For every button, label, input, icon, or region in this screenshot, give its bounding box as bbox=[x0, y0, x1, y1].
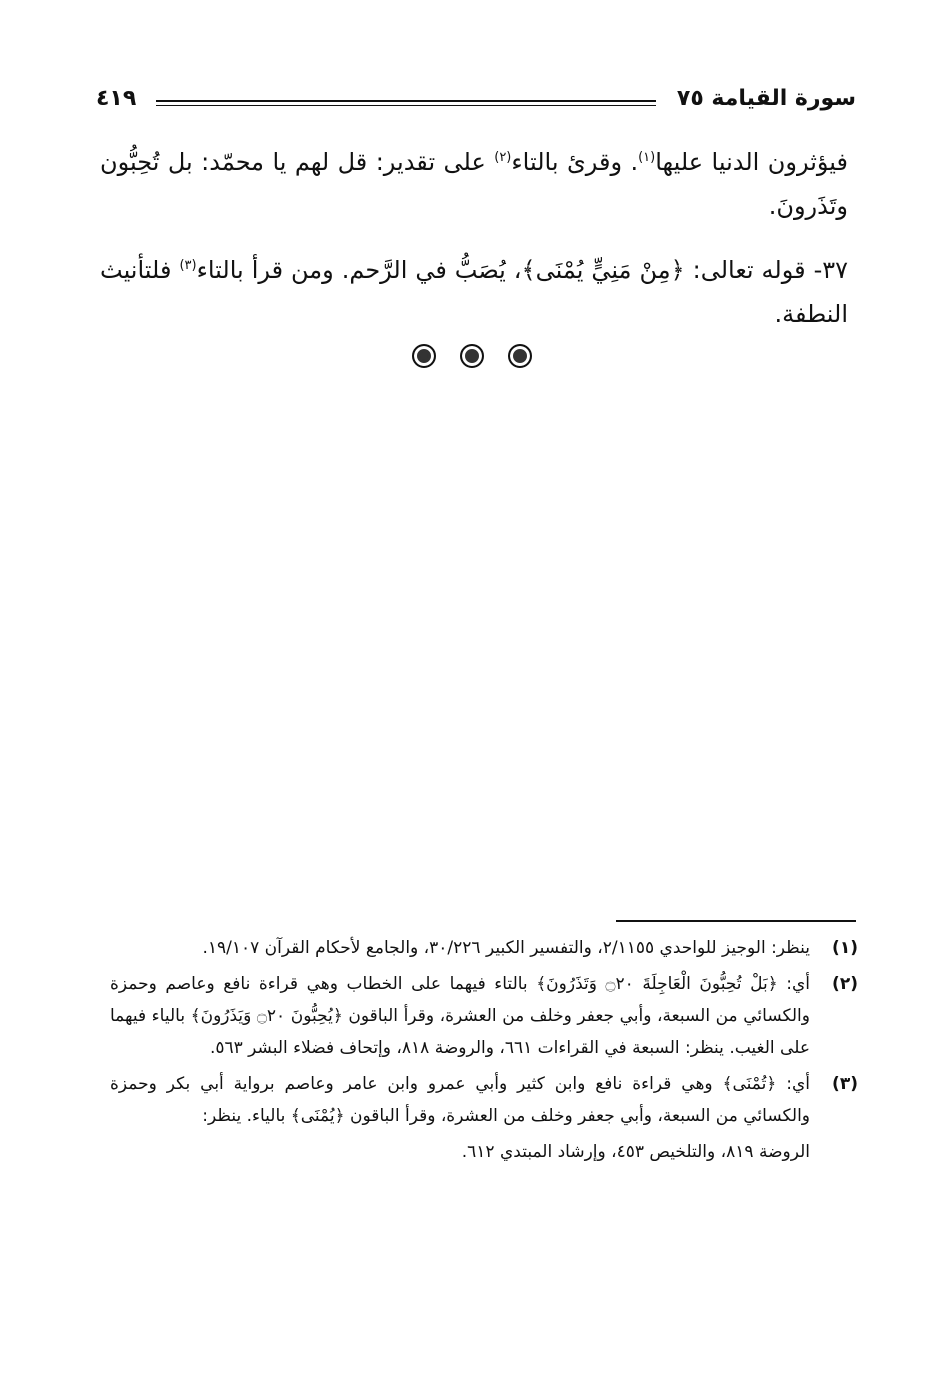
footnotes bbox=[110, 932, 858, 1168]
footnote-ref-3: (٣) bbox=[179, 258, 197, 273]
ornament-icon bbox=[412, 344, 436, 368]
paragraph-1 bbox=[100, 140, 848, 228]
p2-text-b: فلتأنيث النطفة. bbox=[100, 256, 848, 328]
ornament-icon bbox=[460, 344, 484, 368]
paragraph-2 bbox=[100, 248, 848, 336]
p1-text-a: فيؤثرون الدنيا عليها bbox=[655, 148, 848, 176]
page-header bbox=[96, 86, 856, 122]
footnote-text: ينظر: الوجيز للواحدي ٢/١١٥٥، والتفسير الكبير ٣٠/٢٢٦، والجامع لأحكام القرآن ١٩/١٠٧. bbox=[202, 938, 810, 958]
p2-text-a: ٣٧- قوله تعالى: ﴿مِنْ مَنِيٍّ يُمْنَى﴾، يُصَبُّ في الرَّحم. ومن قرأ بالتاء bbox=[196, 256, 849, 284]
ornament-icon bbox=[508, 344, 532, 368]
footnote-number: (٣) bbox=[832, 1074, 858, 1094]
p1-text-c: على تقدير: قل لهم يا محمّد: بل تُحِبُّون وتَذَرونَ. bbox=[100, 148, 848, 220]
footnote-1 bbox=[110, 932, 858, 964]
main-text bbox=[100, 140, 848, 356]
header-rule-thin bbox=[156, 105, 656, 106]
footnote-separator bbox=[616, 920, 856, 922]
p1-text-b: . وقرئ بالتاء bbox=[511, 148, 639, 176]
footnote-text: أي: ﴿تُمْنَى﴾ وهي قراءة نافع وابن كثير وأبي عمرو وابن عامر وعاصم برواية أبي بكر وحمزة والكسائي من السبعة، وأبي جعفر وخلف من العشرة، وقرأ الباقون ﴿يُمْنَى﴾ بالياء. ينظر: bbox=[110, 1074, 810, 1126]
footnote-number: (١) bbox=[832, 938, 858, 958]
footnote-3 bbox=[110, 1068, 858, 1132]
footnote-text: أي: ﴿بَلْ تُحِبُّونَ الْعَاجِلَةَ ۝٢٠ وَتَذَرُونَ﴾ بالتاء فيهما على الخطاب وهي قراءة نافع وعاصم وحمزة والكسائي من السبعة، وأبي جعفر وخلف من العشرة، وقرأ الباقون ﴿يُحِبُّونَ ۝٢٠ وَيَذَرُونَ﴾ بالياء فيهما على الغيب. ينظر: السبعة في القراءات ٦٦١، والروضة ٨١٨، وإتحاف فضلاء البشر ٥٦٣. bbox=[110, 974, 810, 1058]
header-rule bbox=[156, 100, 656, 102]
footnote-3-continuation: الروضة ٨١٩، والتلخيص ٤٥٣، وإرشاد المبتدي ٦١٢. bbox=[461, 1142, 810, 1162]
page-number: ٤١٩ bbox=[96, 86, 137, 111]
footnote-ref-2: (٢) bbox=[494, 150, 512, 165]
surah-title: سورة القيامة ٧٥ bbox=[676, 86, 856, 111]
footnote-ref-1: (١) bbox=[638, 150, 656, 165]
footnote-2 bbox=[110, 968, 858, 1064]
footnote-number: (٢) bbox=[832, 974, 858, 994]
section-ornaments bbox=[0, 344, 944, 374]
